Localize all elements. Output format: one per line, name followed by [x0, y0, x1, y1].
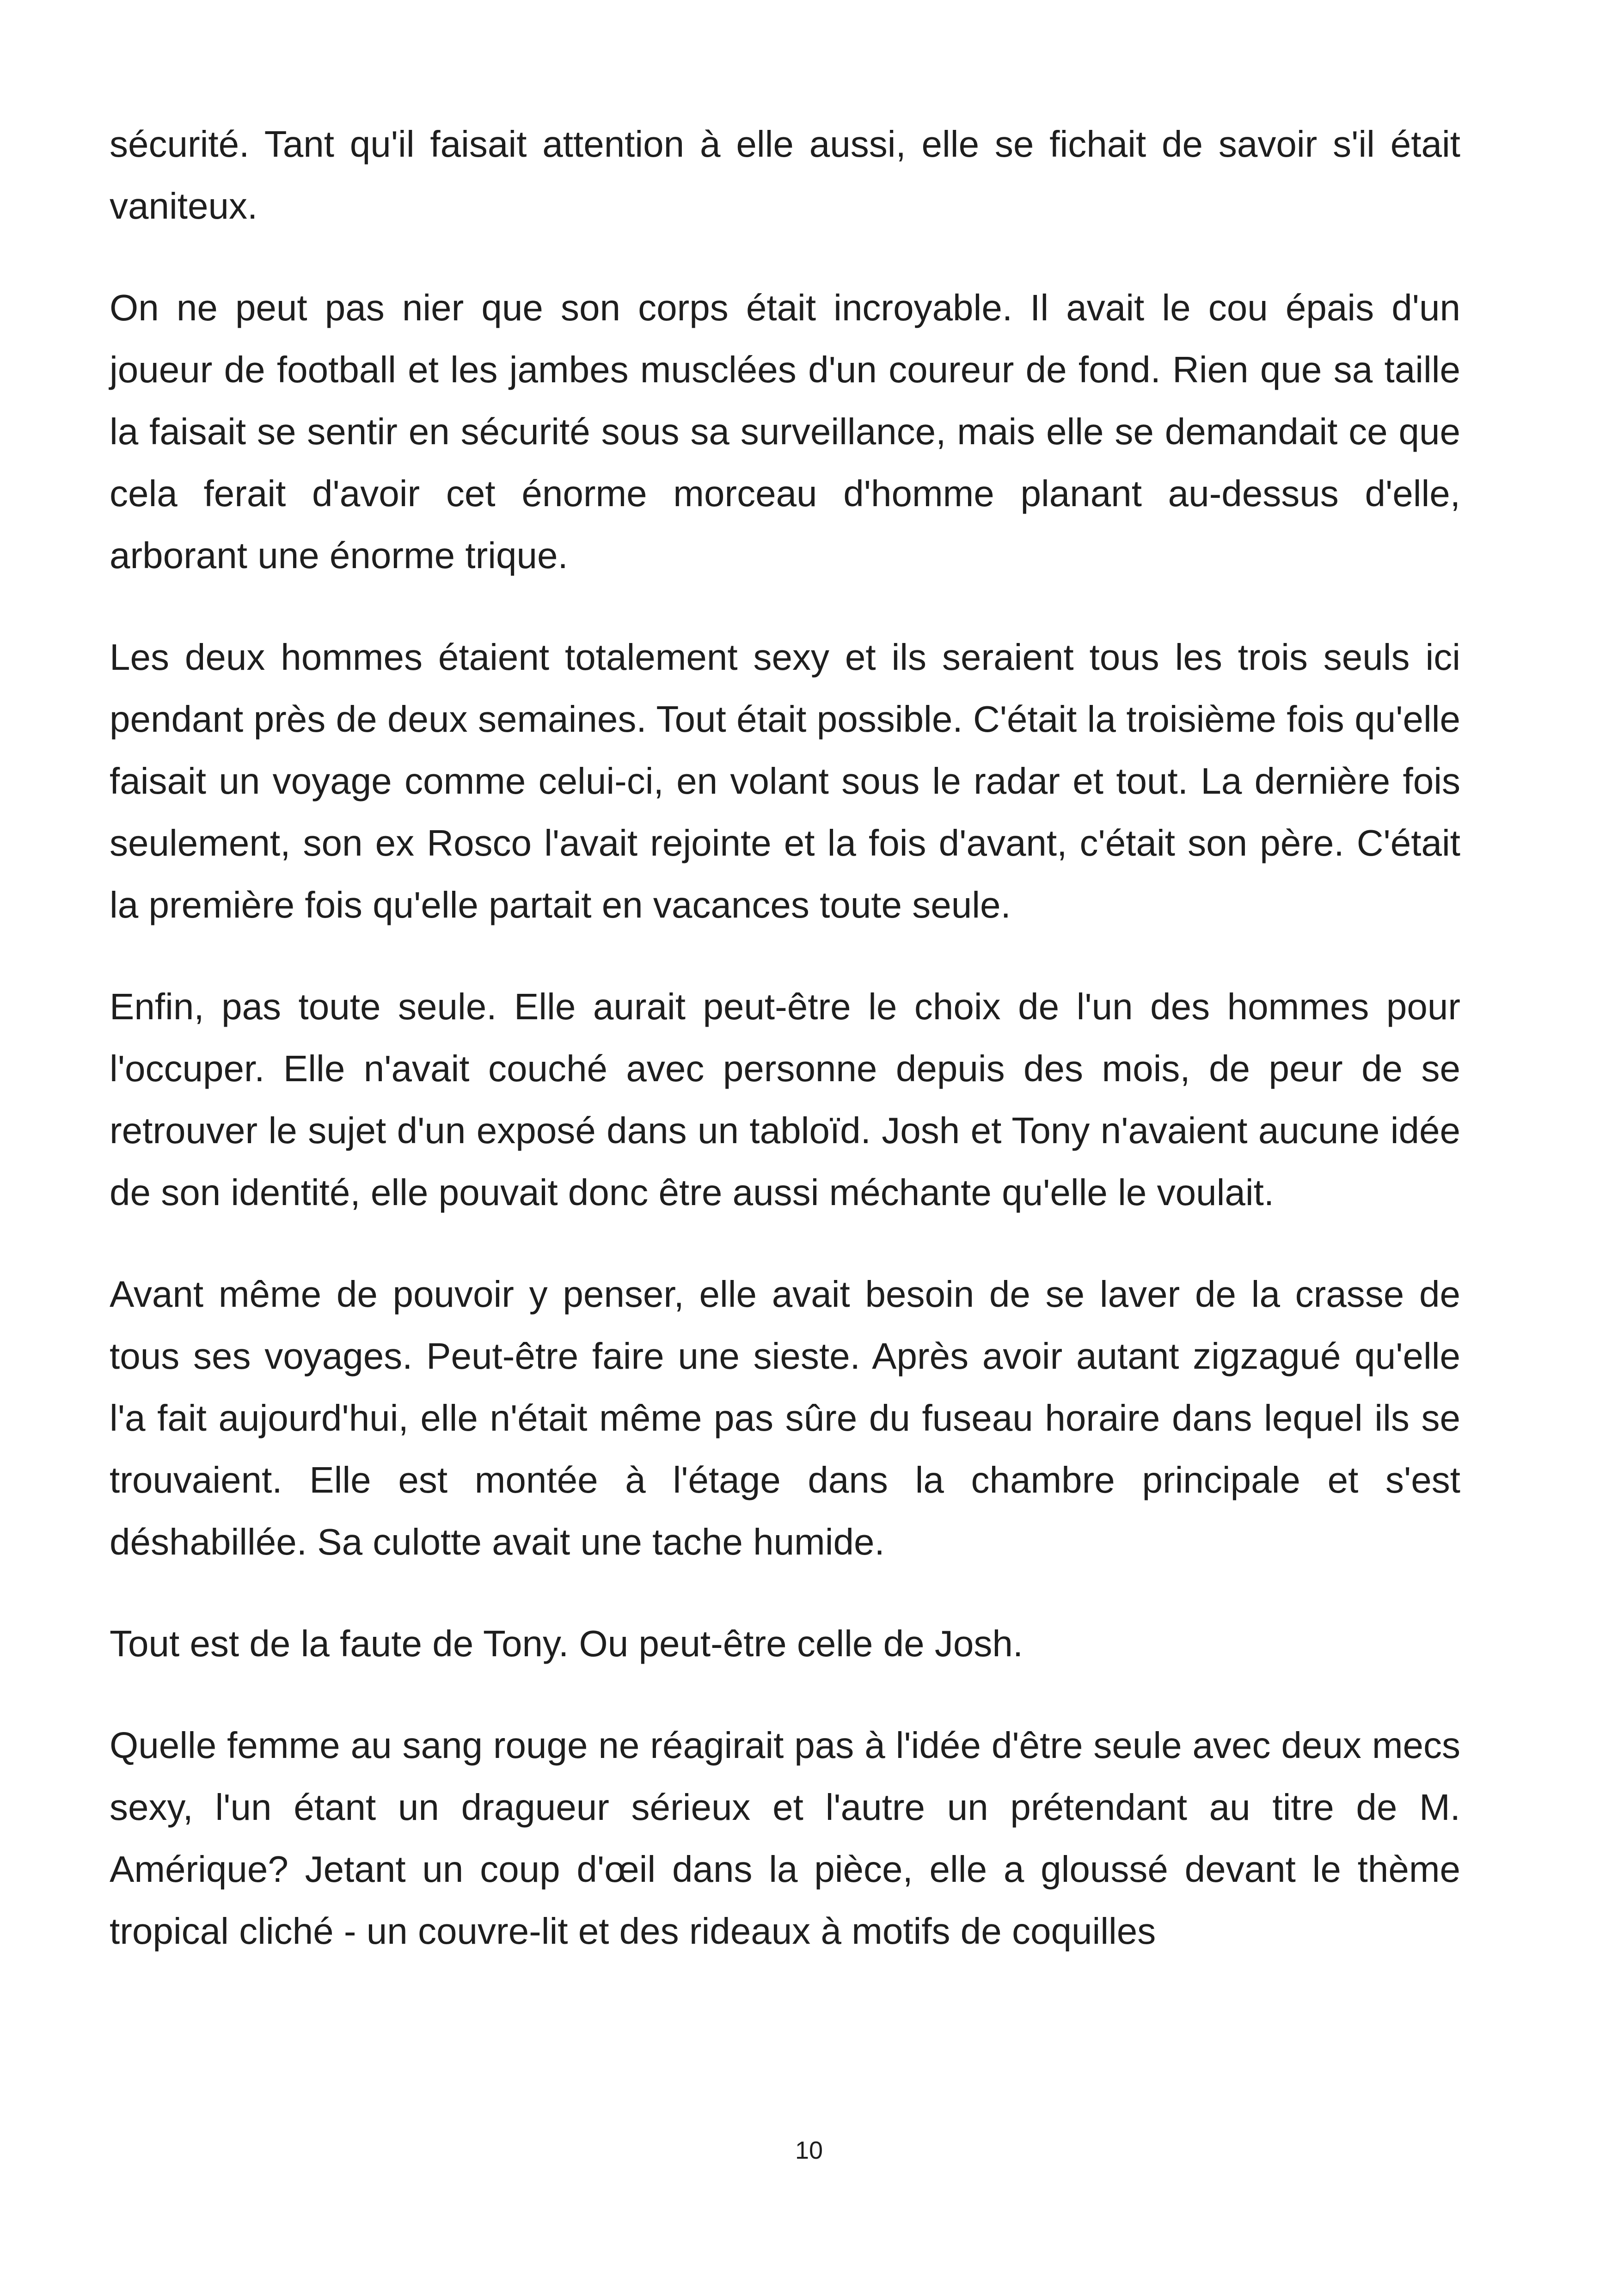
body-text — [110, 113, 1460, 1962]
paragraph-7: Quelle femme au sang rouge ne réagirait pas à l'idée d'être seule avec deux mecs sexy, l'un étant un dragueur sérieux et l'autre un prétendant au titre de M. Amérique? Jetant un coup d'œil dans la pièce, elle a gloussé devant le thème tropical cliché - un couvre-lit et des rideaux à motifs de coquilles — [110, 1725, 1460, 1952]
paragraph-6: Tout est de la faute de Tony. Ou peut-être celle de Josh. — [110, 1623, 1024, 1664]
paragraph-1: sécurité. Tant qu'il faisait attention à elle aussi, elle se fichait de savoir s'il était vaniteux. — [110, 123, 1460, 227]
paragraph-4: Enfin, pas toute seule. Elle aurait peut-être le choix de l'un des hommes pour l'occuper. Elle n'avait couché avec personne depuis des mois, de peur de se retrouver le sujet d'un exposé dans un tabloïd. Josh et Tony n'avaient aucune idée de son identité, elle pouvait donc être aussi méchante qu'elle le voulait. — [110, 986, 1460, 1213]
paragraph-2: On ne peut pas nier que son corps était incroyable. Il avait le cou épais d'un joueur de football et les jambes musclées d'un coureur de fond. Rien que sa taille la faisait se sentir en sécurité sous sa surveillance, mais elle se demandait ce que cela ferait d'avoir cet énorme morceau d'homme planant au-dessus d'elle, arborant une énorme trique. — [110, 287, 1460, 576]
paragraph-3: Les deux hommes étaient totalement sexy et ils seraient tous les trois seuls ici pendant près de deux semaines. Tout était possible. C'était la troisième fois qu'elle faisait un voyage comme celui-ci, en volant sous le radar et tout. La dernière fois seulement, son ex Rosco l'avait rejointe et la fois d'avant, c'était son père. C'était la première fois qu'elle partait en vacances toute seule. — [110, 637, 1460, 925]
paragraph-5: Avant même de pouvoir y penser, elle avait besoin de se laver de la crasse de tous ses voyages. Peut-être faire une sieste. Après avoir autant zigzagué qu'elle l'a fait aujourd'hui, elle n'était même pas sûre du fuseau horaire dans lequel ils se trouvaient. Elle est montée à l'étage dans la chambre principale et s'est déshabillée. Sa culotte avait une tache humide. — [110, 1274, 1460, 1562]
page-number: 10 — [795, 2137, 823, 2164]
